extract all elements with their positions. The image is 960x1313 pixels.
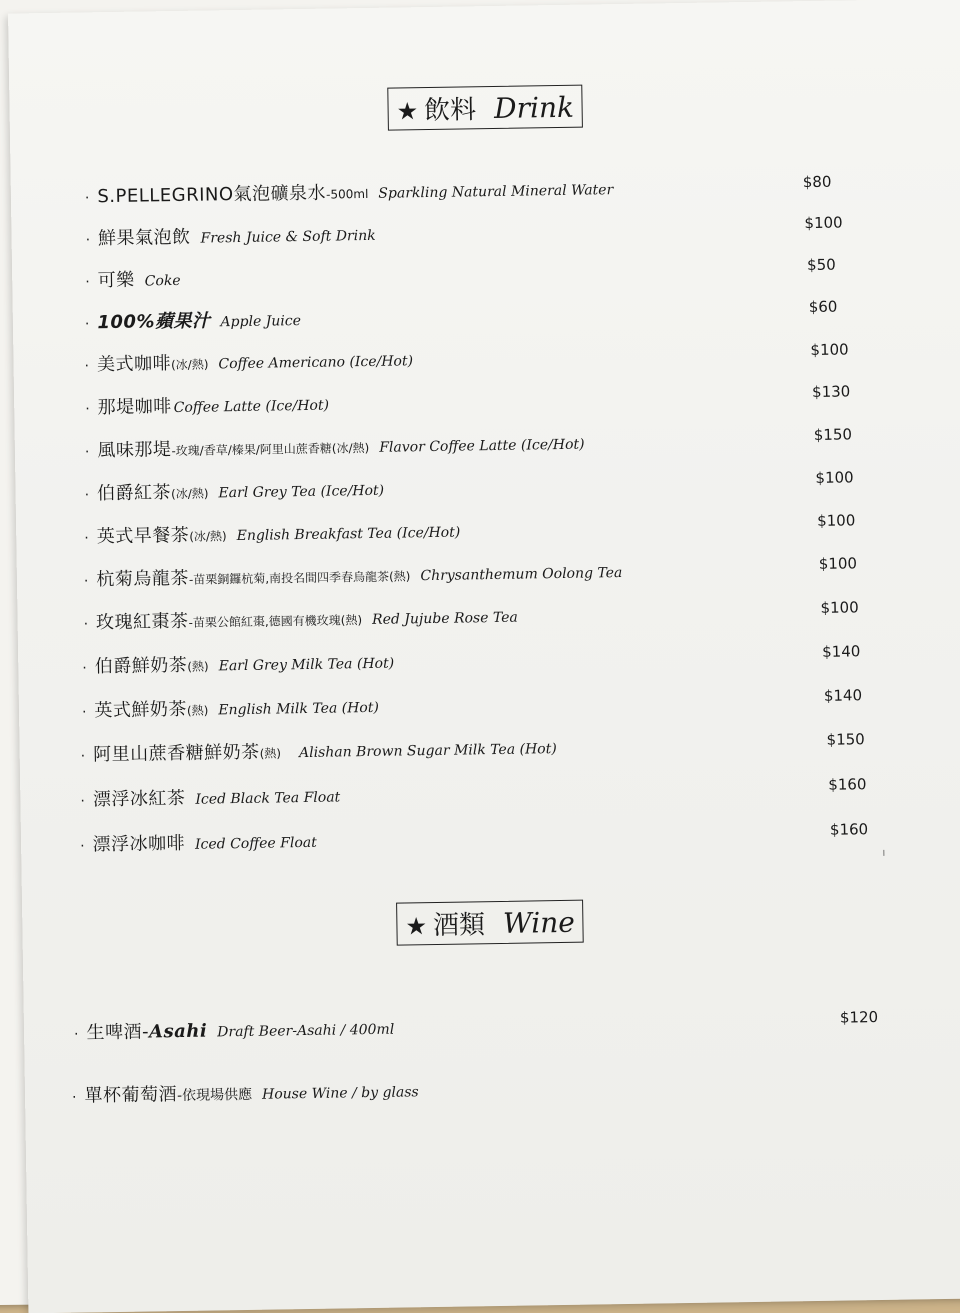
item-name-en: Iced Coffee Float — [194, 834, 317, 853]
item-name: 伯爵紅茶 — [96, 482, 172, 505]
pen-mark — [883, 850, 884, 856]
bullet: · — [71, 1089, 77, 1106]
item-price: $120 — [839, 1008, 879, 1027]
item-name-en: English Milk Tea (Hot) — [218, 699, 380, 719]
item-note: -苗栗公館紅棗,德國有機玫瑰(熱) — [188, 613, 363, 630]
drink-title-zh: 飲料 — [423, 95, 477, 127]
bullet: · — [73, 1026, 79, 1043]
list-item — [74, 1014, 395, 1045]
item-name: 單杯葡萄酒 — [84, 1084, 178, 1107]
item-name-en: English Breakfast Tea (Ice/Hot) — [236, 524, 461, 545]
list-item — [84, 557, 623, 591]
item-name: S.PELLEGRINO氣泡礦泉水 — [97, 182, 327, 208]
bullet: · — [84, 487, 90, 504]
list-item — [82, 648, 394, 679]
item-name-en: Apple Juice — [220, 313, 302, 331]
list-item — [80, 827, 317, 857]
bullet: · — [83, 616, 89, 633]
item-note: (冰/熱) — [170, 357, 209, 373]
list-item — [85, 390, 329, 420]
item-name: 生啤酒- — [86, 1021, 150, 1044]
item-name: 鮮果氣泡飲 — [97, 226, 191, 250]
item-name: 伯爵鮮奶茶 — [94, 654, 188, 678]
bullet: · — [83, 573, 89, 590]
list-item — [80, 781, 340, 811]
list-item — [72, 1076, 419, 1107]
item-price: $160 — [828, 775, 867, 794]
list-item — [85, 429, 585, 463]
bullet: · — [82, 660, 87, 677]
item-note: -500ml — [325, 186, 369, 202]
bullet: · — [81, 704, 87, 721]
item-name: 阿里山蔗香糖鮮奶茶 — [93, 741, 260, 766]
list-item — [84, 345, 413, 376]
bullet: · — [84, 444, 90, 461]
list-item — [85, 305, 301, 334]
item-price: $130 — [811, 382, 851, 401]
list-item — [80, 733, 556, 766]
item-name-en: Fresh Juice & Soft Drink — [200, 227, 376, 247]
item-note: (冰/熱) — [189, 529, 227, 544]
list-item — [82, 692, 379, 723]
wine-title-zh: 酒類 — [432, 910, 486, 942]
star-icon: ★ — [405, 912, 428, 941]
item-note: (熱) — [187, 659, 209, 674]
item-price: $100 — [815, 468, 854, 487]
item-name-en: Draft Beer-Asahi / 400ml — [217, 1021, 395, 1041]
list-item — [85, 174, 614, 208]
bullet: · — [80, 748, 86, 765]
bullet: · — [84, 190, 90, 207]
item-note: (熱) — [259, 746, 282, 761]
item-name: 風味那堤 — [97, 439, 172, 462]
item-name-en: Iced Black Tea Float — [195, 789, 341, 808]
item-name: 玫瑰紅棗茶 — [95, 610, 189, 634]
item-name: 杭菊烏龍茶 — [96, 567, 190, 591]
item-price: $140 — [822, 642, 861, 661]
item-name-en: Earl Grey Milk Tea (Hot) — [218, 655, 395, 675]
item-price: $100 — [804, 213, 843, 233]
item-price: $150 — [813, 425, 853, 444]
drink-section-title — [387, 85, 583, 131]
item-brand: Asahi — [148, 1020, 208, 1043]
item-name-en: House Wine / by glass — [261, 1084, 419, 1103]
item-name-en: Coke — [144, 272, 181, 290]
item-name-en: Sparkling Natural Mineral Water — [378, 182, 614, 202]
wine-title-en: Wine — [502, 905, 576, 940]
item-name: 漂浮冰咖啡 — [92, 832, 186, 856]
list-item — [84, 517, 460, 549]
list-item — [85, 265, 181, 292]
bullet: · — [85, 401, 90, 418]
bullet: · — [85, 232, 91, 249]
item-name-en: Earl Grey Tea (Ice/Hot) — [218, 482, 385, 502]
item-price: $50 — [806, 255, 836, 275]
menu-page — [8, 0, 960, 1313]
item-price: $140 — [823, 686, 863, 705]
item-name: 英式早餐茶 — [96, 524, 190, 548]
item-price: $100 — [820, 598, 859, 617]
item-name: 漂浮冰紅茶 — [92, 787, 186, 811]
list-item — [83, 602, 518, 635]
item-name-en: Coffee Americano (Ice/Hot) — [218, 353, 414, 373]
item-note: -依現場供應 — [176, 1086, 253, 1105]
bullet: · — [80, 838, 85, 855]
bullet: · — [84, 316, 90, 333]
item-note: (熱) — [186, 703, 209, 718]
list-item — [84, 475, 384, 506]
item-name-en: Coffee Latte (Ice/Hot) — [173, 397, 330, 417]
item-price: $60 — [808, 297, 838, 317]
item-name-en: Alishan Brown Sugar Milk Tea (Hot) — [298, 741, 557, 762]
item-name: 英式鮮奶茶 — [94, 698, 188, 722]
bullet: · — [84, 358, 90, 375]
item-price: $100 — [810, 340, 849, 360]
item-note: -玫瑰/香草/榛果/阿里山蔗香糖(冰/熱) — [171, 440, 370, 459]
item-price: $100 — [816, 511, 856, 530]
bullet: · — [84, 530, 89, 547]
item-name-en: Red Jujube Rose Tea — [371, 609, 518, 628]
item-name: 可樂 — [97, 269, 135, 292]
wine-section-title — [396, 900, 584, 946]
star-icon: ★ — [396, 97, 419, 126]
bullet: · — [80, 793, 86, 810]
item-note: -苗栗銅鑼杭菊,南投名間四季春烏龍茶(熱) — [188, 569, 411, 587]
item-name-en: Flavor Coffee Latte (Ice/Hot) — [379, 436, 585, 456]
bullet: · — [85, 274, 90, 291]
drink-title-en: Drink — [493, 90, 575, 125]
item-price: $160 — [829, 820, 869, 839]
item-name-en: Chrysanthemum Oolong Tea — [420, 565, 623, 585]
item-note: (冰/熱) — [170, 486, 209, 502]
item-price: $150 — [826, 730, 865, 749]
item-price: $80 — [802, 172, 832, 192]
item-price: $100 — [818, 554, 858, 573]
item-name: 那堤咖啡 — [97, 396, 172, 419]
list-item — [85, 220, 375, 251]
item-name: 100%蘋果汁 — [97, 310, 211, 334]
item-name: 美式咖啡 — [96, 353, 172, 376]
